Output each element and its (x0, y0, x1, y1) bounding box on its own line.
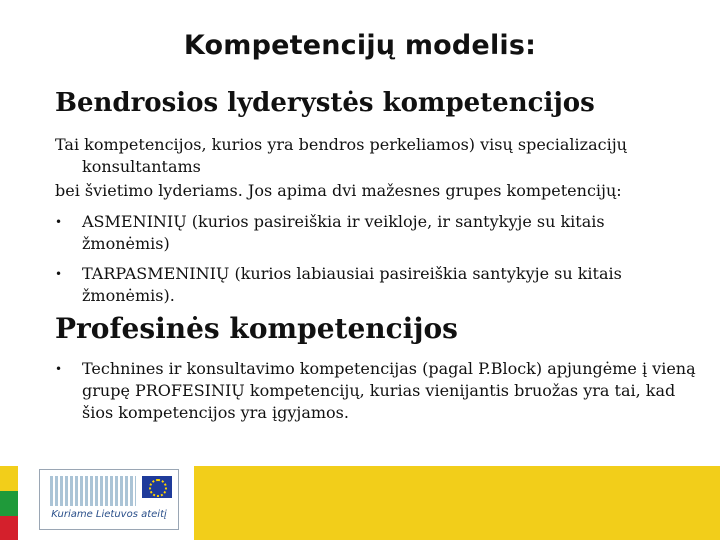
eu-flag-icon (142, 476, 172, 498)
footer-accent-block (194, 466, 720, 540)
section-heading-professional: Profesinės kompetencijos (55, 312, 458, 345)
bullet-text-personal: ASMENINIŲ (kurios pasireiškia ir veikloje, ir santykyje su kitais žmonėmis) (82, 212, 605, 253)
agency-logo-icon (50, 476, 136, 506)
bullet-text-professional: Technines ir konsultavimo kompetencijas (pagal P.Block) apjungėme į vieną grupę PROFESINIŲ kompetencijų, kurias vienijantis bruožas yra tai, kad šios kompetencijos yra įgyjamos. (82, 359, 696, 422)
intro-paragraph-2: bei švietimo lyderiams. Jos apima dvi mažesnes grupes kompetencijų: (55, 181, 622, 200)
intro-line-2: konsultantams (82, 157, 201, 176)
slide-title: Kompetencijų modelis: (183, 30, 537, 61)
flag-stripe-red (0, 516, 18, 540)
flag-stripe-green (0, 491, 18, 516)
footer-logo (39, 469, 179, 530)
section-heading-general: Bendrosios lyderystės kompetencijos (55, 88, 595, 118)
bullet-dot: • (55, 362, 63, 376)
bullet-dot: • (55, 267, 63, 281)
logo-tagline: Kuriame Lietuvos ateitį (51, 509, 167, 520)
bullet-dot: • (55, 215, 63, 229)
intro-paragraph (55, 134, 695, 178)
flag-stripe-yellow (0, 466, 18, 491)
intro-line-1: Tai kompetencijos, kurios yra bendros perkeliamos) visų specializacijų (55, 135, 627, 154)
bullet-text-interpersonal: TARPASMENINIŲ (kurios labiausiai pasireiškia santykyje su kitais žmonėmis). (82, 264, 622, 305)
